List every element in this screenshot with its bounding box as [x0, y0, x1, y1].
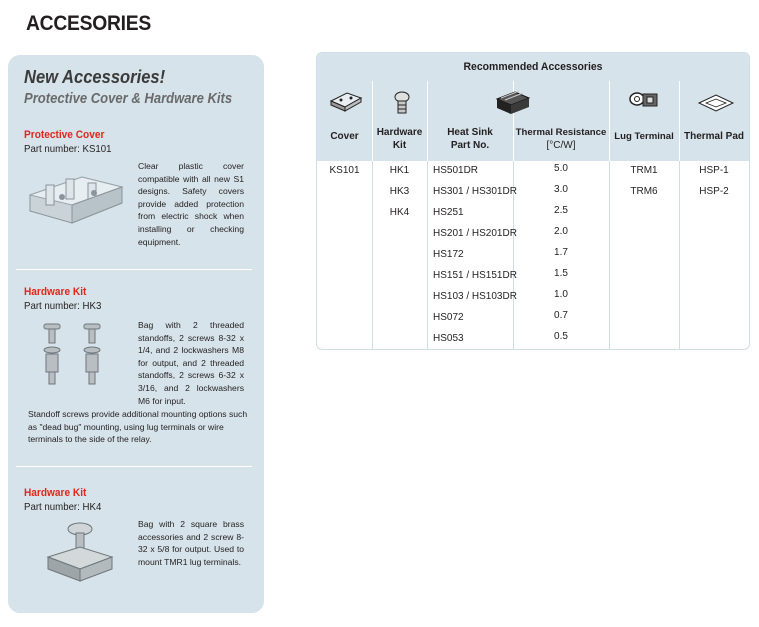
part-number-ks101: Part number: KS101 [24, 143, 112, 155]
thermal-resistance-cell: 5.0 [554, 163, 568, 174]
lug-terminal-icon [627, 89, 661, 113]
header-lug-terminal: Lug Terminal [614, 131, 674, 142]
protective-cover-image [22, 165, 130, 233]
panel-heading: New Accessories! [24, 67, 166, 87]
header-heat-sink-part: Part No. [450, 140, 490, 151]
header-thermal-resistance: Thermal Resistance [515, 127, 607, 138]
heat-sink-cell: HS251 [433, 207, 464, 218]
header-thermal-pad: Thermal Pad [683, 131, 745, 142]
hardware-kit-hk4-image [40, 519, 120, 587]
heat-sink-cell: HS501DR [433, 165, 479, 176]
header-cover: Cover [330, 131, 359, 142]
section-title-protective-cover: Protective Cover [24, 129, 105, 141]
thermal-resistance-cell: 1.5 [554, 268, 568, 279]
heat-sink-cell: HS103 / HS103DR [433, 291, 517, 302]
thermal-resistance-cell: 3.0 [554, 184, 568, 195]
protective-cover-description: Clear plastic cover compatible with all new S1 designs. Safety covers provide added protection from electric shock when installing or checking equipment. [138, 161, 244, 247]
thermal-resistance-cell: 2.5 [554, 205, 568, 216]
header-hardware: Hardware [376, 127, 423, 138]
page-title: ACCESORIES [26, 12, 151, 35]
thermal-resistance-cell: 1.0 [554, 289, 568, 300]
table-icon-row [317, 81, 749, 125]
hardware-cell: HK4 [389, 207, 410, 218]
column-divider [609, 81, 610, 161]
heat-sink-cell: HS172 [433, 249, 464, 260]
section-divider [16, 269, 252, 270]
thermal-resistance-cell: 1.7 [554, 247, 568, 258]
heat-sink-cell: HS072 [433, 312, 464, 323]
column-divider [679, 81, 680, 161]
heat-sink-cell: HS201 / HS201DR [433, 228, 517, 239]
thermal-resistance-cell: 0.7 [554, 310, 568, 321]
thermal-resistance-cell: 0.5 [554, 331, 568, 342]
lug-terminal-cell: TRM1 [630, 165, 658, 176]
hardware-cell: HK1 [389, 165, 410, 176]
hardware-kit-hk3-notes: Standoff screws provide additional mounting options such as "dead bug" mounting, using lug terminals or wire terminals to the side of the relay. [28, 409, 248, 445]
hardware-kit-icon [389, 89, 415, 117]
heat-sink-cell: HS151 / HS151DR [433, 270, 517, 281]
heat-sink-icon [493, 89, 533, 117]
header-heat-sink: Heat Sink [447, 127, 493, 138]
section-title-hardware-kit-hk4: Hardware Kit [24, 487, 87, 499]
heat-sink-cell: HS053 [433, 333, 464, 344]
thermal-resistance-cell: 2.0 [554, 226, 568, 237]
hardware-kit-hk3-description: Bag with 2 threaded standoffs, 2 screws 8-32 x 1/4, and 2 lockwashers M8 for output, and 2 threaded standoffs, 2 screws 6-32 x 3/16, and 2 lockwashers M6 for input. [138, 320, 244, 406]
hardware-cell: HK3 [389, 186, 410, 197]
part-number-hk4: Part number: HK4 [24, 501, 102, 513]
thermal-pad-cell: HSP-1 [699, 165, 729, 176]
cover-cell: KS101 [329, 165, 360, 176]
table-title: Recommended Accessories [463, 61, 603, 73]
lug-terminal-cell: TRM6 [630, 186, 658, 197]
section-title-hardware-kit-hk3: Hardware Kit [24, 286, 87, 298]
thermal-pad-icon [696, 91, 736, 115]
part-number-hk3: Part number: HK3 [24, 300, 102, 312]
panel-subheading: Protective Cover & Hardware Kits [24, 91, 233, 107]
hardware-kit-hk4-description: Bag with 2 square brass accessories and 2 screw 8-32 x 5/8 for output. Used to mount TMR1 lug terminals. [138, 519, 244, 567]
header-thermal-unit: [°C/W] [546, 140, 576, 151]
accessories-panel [8, 55, 264, 613]
header-hardware-kit: Kit [392, 140, 407, 151]
recommended-accessories-table [316, 52, 750, 350]
hardware-kit-hk3-image [38, 320, 118, 390]
section-divider [16, 466, 252, 467]
thermal-pad-cell: HSP-2 [699, 186, 729, 197]
heat-sink-cell: HS301 / HS301DR [433, 186, 517, 197]
cover-icon [329, 89, 363, 115]
